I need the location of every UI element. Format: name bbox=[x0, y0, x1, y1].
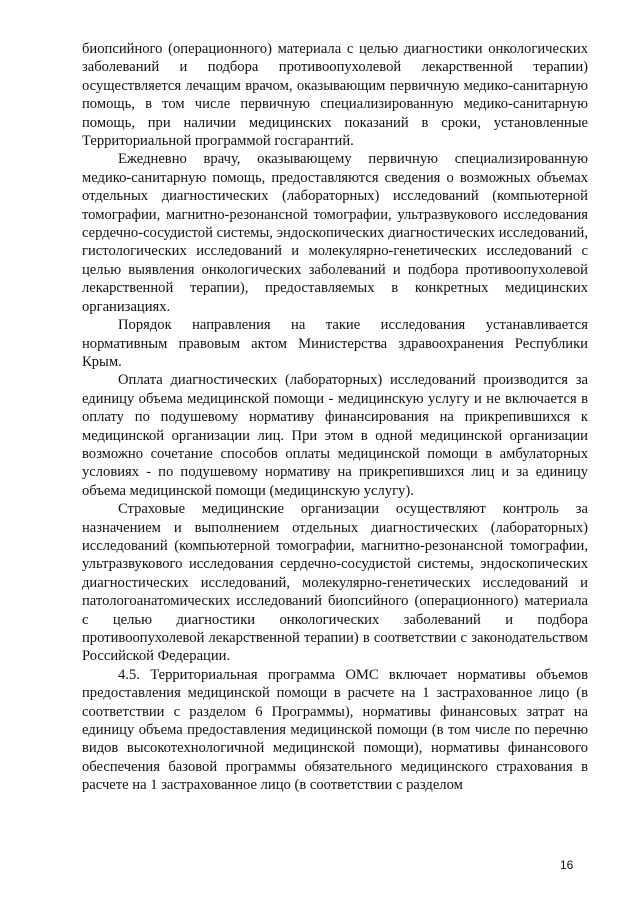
paragraph-insurance-control: Страховые медицинские организации осуществляют контроль за назначением и выполнением отдельных диагностических (лабораторных) исследований (компьютерной томографии, магнитно-резонансной томографии, ультразвукового исследования сердечно-сосудистой системы, эндоскопических диагностических исследований, молекулярно-генетических исследований и патологоанатомических исследований биопсийного (операционного) материала с целью диагностики онкологических заболеваний и подбора противоопухолевой лекарственной терапии) в соответствии с законодательством Российской Федерации. bbox=[82, 501, 588, 665]
paragraph-continuation: биопсийного (операционного) материала с целью диагностики онкологических заболеваний и подбора противоопухолевой лекарственной терапии) осуществляется лечащим врачом, оказывающим первичную медико-санитарную помощь, в том числе первичную специализированную медико-санитарную помощь, при наличии медицинских показаний в сроки, установленные Территориальной программой госгарантий. bbox=[82, 41, 588, 150]
page-number: 16 bbox=[560, 858, 574, 872]
paragraph-daily-info: Ежедневно врачу, оказывающему первичную специализированную медико-санитарную помощь, предоставляются сведения о возможных объемах отдельных диагностических (лабораторных) исследований (компьютерной томографии, магнитно-резонансной томографии, ультразвукового исследования сердечно-сосудистой системы, эндоскопических диагностических исследований, гистологических исследований и молекулярно-генетических исследований с целью выявления онкологических заболеваний и подбора противоопухолевой лекарственной терапии), предоставляемых в конкретных медицинских организациях. bbox=[82, 151, 588, 315]
document-body bbox=[82, 40, 588, 795]
paragraph-payment: Оплата диагностических (лабораторных) исследований производится за единицу объема медицинской помощи - медицинскую услугу и не включается в оплату по подушевому нормативу финансирования на прикрепившихся к медицинской организации лиц. При этом в одной медицинской организации возможно сочетание способов оплаты медицинской помощи в амбулаторных условиях - по подушевому нормативу на прикрепившихся лиц и за единицу объема медицинской помощи (медицинскую услугу). bbox=[82, 372, 588, 499]
paragraph-section-4-5: 4.5. Территориальная программа ОМС включает нормативы объемов предоставления медицинской помощи в расчете на 1 застрахованное лицо (в соответствии с разделом 6 Программы), нормативы финансовых затрат на единицу объема предоставления медицинской помощи (в том числе по перечню видов высокотехнологичной медицинской помощи), нормативы финансового обеспечения базовой программы обязательного медицинского страхования в расчете на 1 застрахованное лицо (в соответствии с разделом bbox=[82, 666, 588, 794]
paragraph-referral-order: Порядок направления на такие исследования устанавливается нормативным правовым актом Министерства здравоохранения Республики Крым. bbox=[82, 317, 588, 370]
